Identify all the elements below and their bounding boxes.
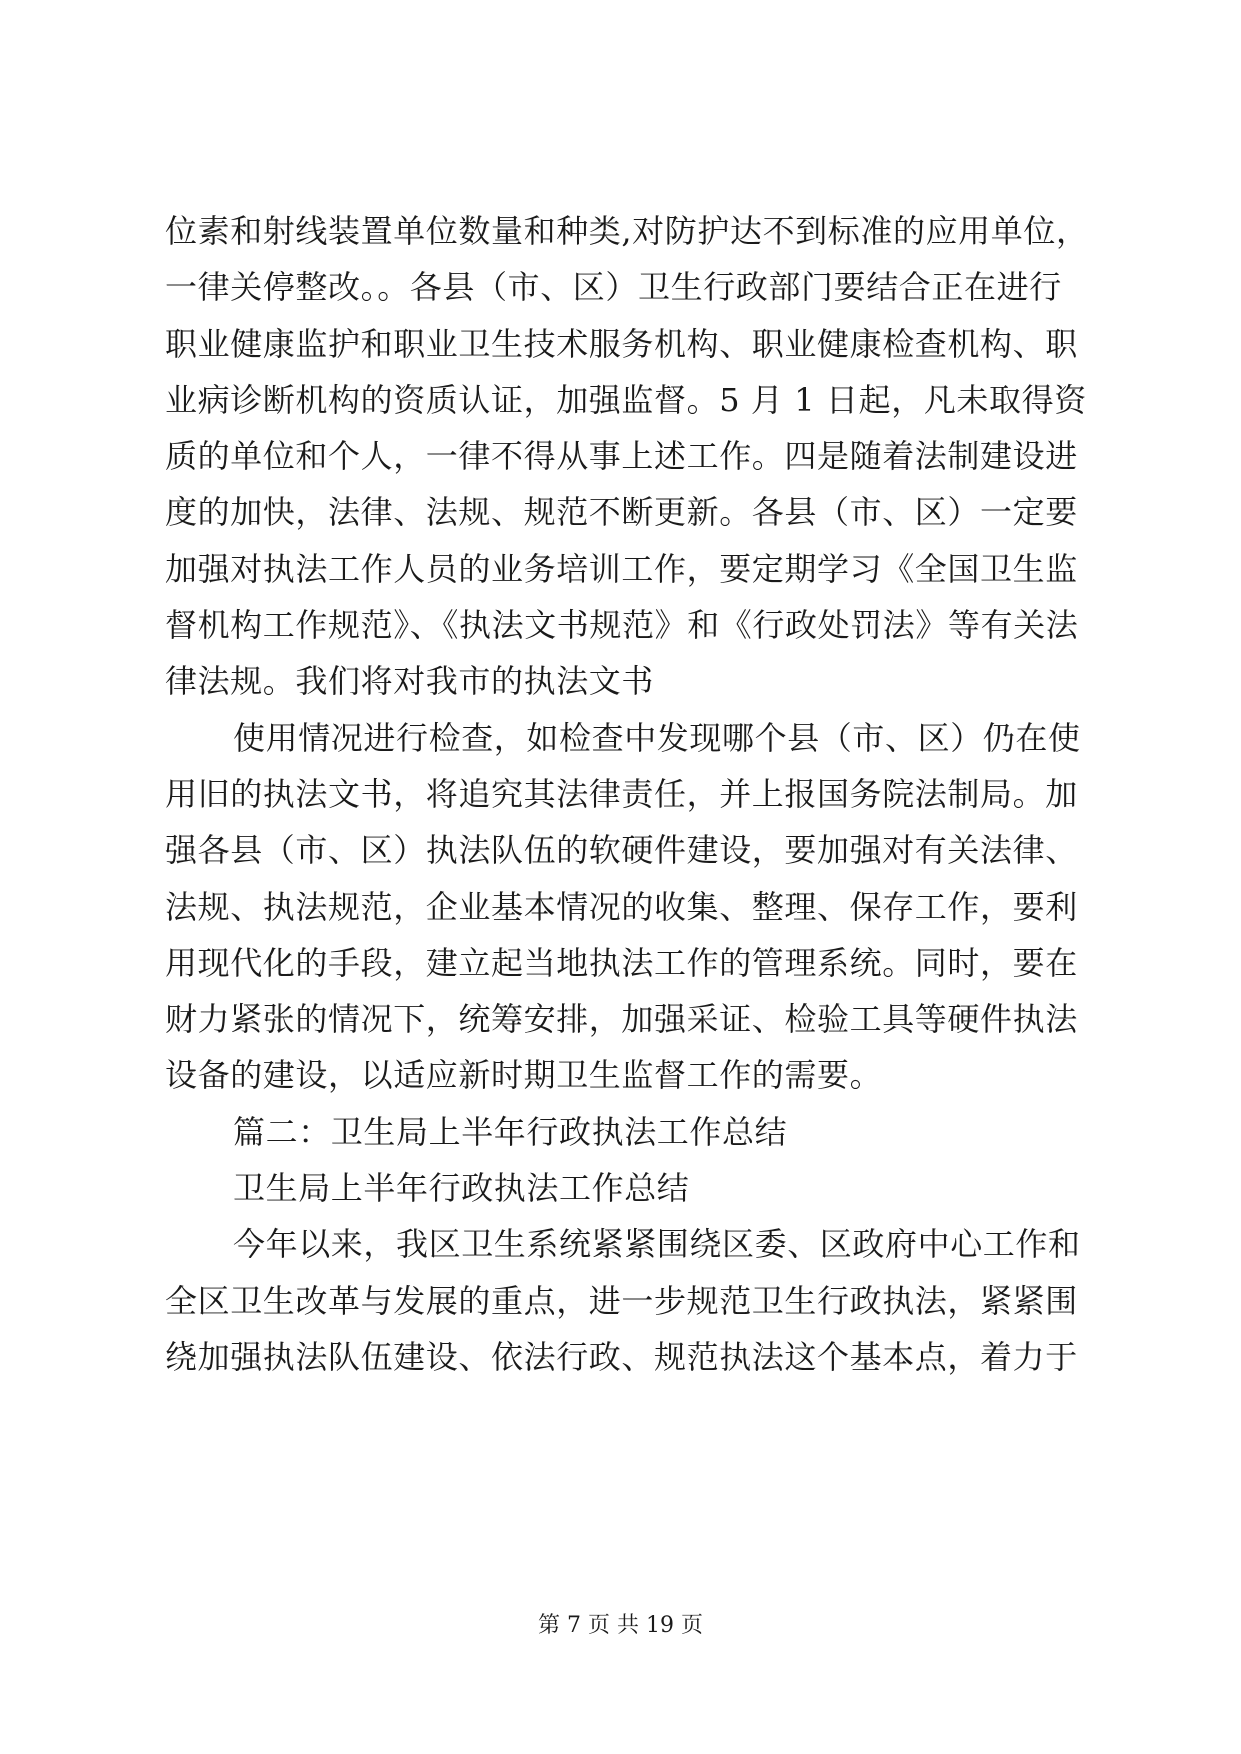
text-line: 律法规。我们将对我市的执法文书	[165, 662, 655, 701]
text-line: 设备的建设，以适应新时期卫生监督工作的需要。	[165, 1056, 883, 1095]
page-footer: 第 7 页 共 19 页	[538, 1613, 703, 1638]
text-line: 用旧的执法文书，将追究其法律责任，并上报国务院法制局。加	[165, 774, 1078, 813]
text-line: 位素和射线装置单位数量和种类,对防护达不到标准的应用单位，	[165, 212, 1089, 250]
text-line: 绕加强执法队伍建设、依法行政、规范执法这个基本点，着力于	[165, 1337, 1078, 1376]
text-line: 使用情况进行检查，如检查中发现哪个县（市、区）仍在使	[233, 718, 1081, 757]
text-line: 篇二：卫生局上半年行政执法工作总结	[233, 1112, 788, 1151]
text-line: 加强对执法工作人员的业务培训工作，要定期学习《全国卫生监	[165, 549, 1078, 588]
text-line: 今年以来，我区卫生系统紧紧围绕区委、区政府中心工作和	[233, 1225, 1081, 1264]
text-line: 督机构工作规范》、《执法文书规范》和《行政处罚法》等有关法	[165, 606, 1079, 645]
text-line: 职业健康监护和职业卫生技术服务机构、职业健康检查机构、职	[165, 324, 1078, 363]
text-line: 质的单位和个人，一律不得从事上述工作。四是随着法制建设进	[165, 437, 1078, 476]
text-line: 法规、执法规范，企业基本情况的收集、整理、保存工作，要利	[165, 887, 1078, 926]
text-line: 一律关停整改。。各县（市、区）卫生行政部门要结合正在进行	[165, 268, 1062, 307]
text-line: 强各县（市、区）执法队伍的软硬件建设，要加强对有关法律、	[165, 831, 1078, 870]
body-text	[165, 203, 1125, 1385]
text-line: 卫生局上半年行政执法工作总结	[233, 1169, 690, 1208]
text-line: 财力紧张的情况下，统筹安排，加强采证、检验工具等硬件执法	[165, 1000, 1078, 1039]
text-line: 全区卫生改革与发展的重点，进一步规范卫生行政执法，紧紧围	[165, 1281, 1078, 1320]
text-line: 用现代化的手段，建立起当地执法工作的管理系统。同时，要在	[165, 943, 1078, 982]
text-line: 度的加快，法律、法规、规范不断更新。各县（市、区）一定要	[165, 493, 1078, 532]
text-line: 业病诊断机构的资质认证，加强监督。5 月 1 日起，凡未取得资	[165, 380, 1087, 419]
